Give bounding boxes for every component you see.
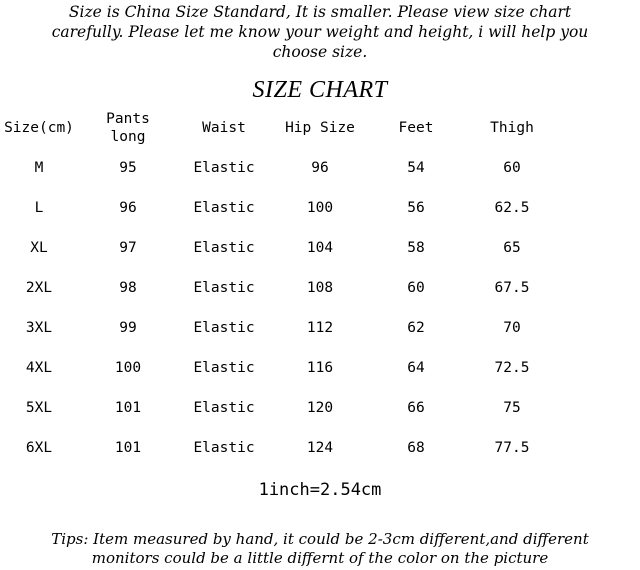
cell-size: L bbox=[34, 200, 44, 216]
cell-thigh: 77.5 bbox=[494, 440, 530, 456]
cell-thigh: 75 bbox=[503, 400, 521, 416]
cell-waist: Elastic bbox=[193, 200, 255, 216]
table-header-row bbox=[0, 108, 640, 148]
chart-title: SIZE CHART bbox=[252, 77, 388, 103]
header-pants-line-1: Pants bbox=[106, 111, 150, 127]
header-pants-line-2: long bbox=[110, 129, 146, 145]
header-hip-size: Hip Size bbox=[285, 120, 355, 136]
table-row bbox=[0, 268, 640, 308]
cell-waist: Elastic bbox=[193, 360, 255, 376]
header-spacer bbox=[562, 108, 640, 148]
cell-spacer bbox=[562, 388, 640, 428]
cell-feet: 58 bbox=[407, 240, 425, 256]
cell-thigh: 62.5 bbox=[494, 200, 530, 216]
cell-waist: Elastic bbox=[193, 320, 255, 336]
tips-note bbox=[0, 530, 640, 568]
header-pants-long bbox=[78, 108, 178, 148]
cell-spacer bbox=[562, 148, 640, 188]
tips-line-2: monitors could be a little differnt of the color on the picture bbox=[91, 549, 549, 567]
table-row bbox=[0, 148, 640, 188]
cell-hip: 124 bbox=[306, 440, 334, 456]
size-notice-line-1: Size is China Size Standard, It is smaller. Please view size chart bbox=[68, 3, 572, 21]
cell-pants: 101 bbox=[114, 400, 142, 416]
cell-hip: 108 bbox=[306, 280, 334, 296]
cell-pants: 98 bbox=[119, 280, 137, 296]
cell-waist: Elastic bbox=[193, 280, 255, 296]
cell-pants: 97 bbox=[119, 240, 137, 256]
cell-size: 3XL bbox=[25, 320, 53, 336]
cell-spacer bbox=[562, 268, 640, 308]
header-waist: Waist bbox=[202, 120, 246, 136]
cell-pants: 100 bbox=[114, 360, 142, 376]
cell-hip: 116 bbox=[306, 360, 334, 376]
cell-size: 4XL bbox=[25, 360, 53, 376]
table-row bbox=[0, 388, 640, 428]
cell-feet: 66 bbox=[407, 400, 425, 416]
cell-spacer bbox=[562, 228, 640, 268]
cell-size: XL bbox=[30, 240, 48, 256]
cell-feet: 64 bbox=[407, 360, 425, 376]
cell-feet: 68 bbox=[407, 440, 425, 456]
header-thigh: Thigh bbox=[490, 120, 534, 136]
cell-thigh: 72.5 bbox=[494, 360, 530, 376]
table-row bbox=[0, 188, 640, 228]
cell-pants: 95 bbox=[119, 160, 137, 176]
cell-feet: 56 bbox=[407, 200, 425, 216]
cell-hip: 104 bbox=[306, 240, 334, 256]
cell-pants: 99 bbox=[119, 320, 137, 336]
size-notice bbox=[0, 2, 640, 62]
cell-pants: 96 bbox=[119, 200, 137, 216]
unit-conversion: 1inch=2.54cm bbox=[258, 480, 382, 500]
cell-feet: 54 bbox=[407, 160, 425, 176]
size-notice-line-2: carefully. Please let me know your weight and height, i will help you bbox=[51, 23, 589, 41]
size-notice-line-3: choose size. bbox=[272, 43, 368, 61]
cell-thigh: 70 bbox=[503, 320, 521, 336]
table-row bbox=[0, 428, 640, 468]
cell-hip: 96 bbox=[311, 160, 329, 176]
table-row bbox=[0, 228, 640, 268]
cell-thigh: 67.5 bbox=[494, 280, 530, 296]
header-size: Size(cm) bbox=[4, 120, 74, 136]
cell-hip: 112 bbox=[306, 320, 334, 336]
cell-waist: Elastic bbox=[193, 160, 255, 176]
table-row bbox=[0, 348, 640, 388]
cell-spacer bbox=[562, 428, 640, 468]
cell-feet: 60 bbox=[407, 280, 425, 296]
cell-hip: 120 bbox=[306, 400, 334, 416]
cell-size: 5XL bbox=[25, 400, 53, 416]
cell-size: 2XL bbox=[25, 280, 53, 296]
table-row bbox=[0, 308, 640, 348]
tips-line-1: Tips: Item measured by hand, it could be 2-3cm different,and different bbox=[51, 530, 589, 548]
cell-waist: Elastic bbox=[193, 400, 255, 416]
size-table bbox=[0, 108, 640, 468]
cell-waist: Elastic bbox=[193, 240, 255, 256]
cell-thigh: 65 bbox=[503, 240, 521, 256]
cell-spacer bbox=[562, 188, 640, 228]
cell-feet: 62 bbox=[407, 320, 425, 336]
cell-spacer bbox=[562, 308, 640, 348]
cell-size: 6XL bbox=[25, 440, 53, 456]
cell-hip: 100 bbox=[306, 200, 334, 216]
cell-size: M bbox=[34, 160, 44, 176]
cell-spacer bbox=[562, 348, 640, 388]
header-feet: Feet bbox=[398, 120, 434, 136]
cell-pants: 101 bbox=[114, 440, 142, 456]
cell-waist: Elastic bbox=[193, 440, 255, 456]
cell-thigh: 60 bbox=[503, 160, 521, 176]
